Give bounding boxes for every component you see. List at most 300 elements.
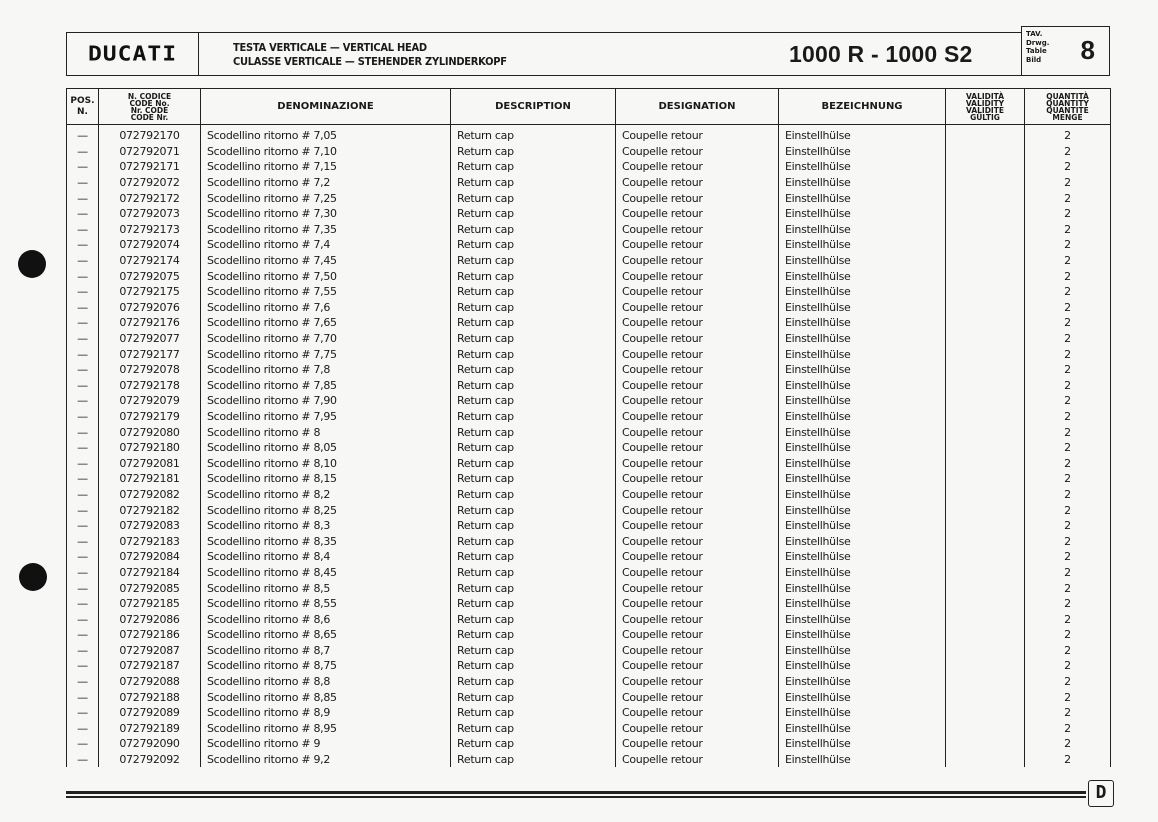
validity-cell bbox=[946, 125, 1025, 144]
pos-cell: — bbox=[67, 549, 99, 565]
validity-cell bbox=[946, 159, 1025, 175]
validity-cell bbox=[946, 362, 1025, 378]
table-body bbox=[67, 125, 1111, 768]
bezeichnung-cell: Einstellhülse bbox=[779, 627, 946, 643]
table-number-box bbox=[1021, 26, 1110, 76]
denominazione-cell: Scodellino ritorno # 8,10 bbox=[201, 455, 451, 471]
designation-cell: Coupelle retour bbox=[616, 643, 779, 659]
description-cell: Return cap bbox=[451, 643, 616, 659]
table-row bbox=[67, 175, 1111, 191]
code-cell: 072792078 bbox=[99, 362, 201, 378]
quantity-cell: 2 bbox=[1025, 627, 1111, 643]
quantity-cell: 2 bbox=[1025, 533, 1111, 549]
brand-logo-box bbox=[66, 32, 199, 76]
binder-hole bbox=[18, 250, 46, 278]
designation-cell: Coupelle retour bbox=[616, 424, 779, 440]
bezeichnung-cell: Einstellhülse bbox=[779, 190, 946, 206]
code-cell: 072792182 bbox=[99, 502, 201, 518]
bild-label: Bild bbox=[1026, 55, 1042, 64]
code-cell: 072792075 bbox=[99, 268, 201, 284]
validity-cell bbox=[946, 144, 1025, 160]
quantity-cell: 2 bbox=[1025, 284, 1111, 300]
table-row bbox=[67, 378, 1111, 394]
designation-cell: Coupelle retour bbox=[616, 144, 779, 160]
quantity-cell: 2 bbox=[1025, 596, 1111, 612]
denominazione-cell: Scodellino ritorno # 7,15 bbox=[201, 159, 451, 175]
bezeichnung-cell: Einstellhülse bbox=[779, 487, 946, 503]
designation-cell: Coupelle retour bbox=[616, 611, 779, 627]
designation-cell: Coupelle retour bbox=[616, 159, 779, 175]
validity-cell bbox=[946, 565, 1025, 581]
table-row bbox=[67, 424, 1111, 440]
validity-cell bbox=[946, 580, 1025, 596]
denominazione-cell: Scodellino ritorno # 8,25 bbox=[201, 502, 451, 518]
quantity-cell: 2 bbox=[1025, 674, 1111, 690]
designation-cell: Coupelle retour bbox=[616, 346, 779, 362]
pos-cell: — bbox=[67, 190, 99, 206]
table-row bbox=[67, 565, 1111, 581]
code-cell: 072792083 bbox=[99, 518, 201, 534]
code-cell: 072792080 bbox=[99, 424, 201, 440]
col-header-description: DESCRIPTION bbox=[451, 89, 616, 125]
validity-cell bbox=[946, 253, 1025, 269]
description-cell: Return cap bbox=[451, 487, 616, 503]
code-cell: 072792186 bbox=[99, 627, 201, 643]
table-header-row bbox=[67, 89, 1111, 125]
validity-cell bbox=[946, 643, 1025, 659]
designation-cell: Coupelle retour bbox=[616, 300, 779, 316]
denominazione-cell: Scodellino ritorno # 7,75 bbox=[201, 346, 451, 362]
page-title-line-1: TESTA VERTICALE — VERTICAL HEAD bbox=[233, 41, 427, 54]
code-cell: 072792082 bbox=[99, 487, 201, 503]
quantity-cell: 2 bbox=[1025, 300, 1111, 316]
bezeichnung-cell: Einstellhülse bbox=[779, 300, 946, 316]
description-cell: Return cap bbox=[451, 331, 616, 347]
pos-cell: — bbox=[67, 409, 99, 425]
pos-cell: — bbox=[67, 752, 99, 768]
table-row bbox=[67, 549, 1111, 565]
pos-cell: — bbox=[67, 533, 99, 549]
denominazione-cell: Scodellino ritorno # 8,75 bbox=[201, 658, 451, 674]
code-cell: 072792183 bbox=[99, 533, 201, 549]
quantity-cell: 2 bbox=[1025, 378, 1111, 394]
code-cell: 072792074 bbox=[99, 237, 201, 253]
bezeichnung-cell: Einstellhülse bbox=[779, 549, 946, 565]
validity-cell bbox=[946, 549, 1025, 565]
denominazione-cell: Scodellino ritorno # 8,05 bbox=[201, 440, 451, 456]
validity-cell bbox=[946, 424, 1025, 440]
description-cell: Return cap bbox=[451, 674, 616, 690]
pos-cell: — bbox=[67, 471, 99, 487]
table-row bbox=[67, 596, 1111, 612]
pos-cell: — bbox=[67, 627, 99, 643]
designation-cell: Coupelle retour bbox=[616, 253, 779, 269]
code-cell: 072792172 bbox=[99, 190, 201, 206]
validity-cell bbox=[946, 596, 1025, 612]
bezeichnung-cell: Einstellhülse bbox=[779, 424, 946, 440]
validity-cell bbox=[946, 175, 1025, 191]
description-cell: Return cap bbox=[451, 300, 616, 316]
table-row bbox=[67, 253, 1111, 269]
code-cell: 072792176 bbox=[99, 315, 201, 331]
denominazione-cell: Scodellino ritorno # 7,4 bbox=[201, 237, 451, 253]
validity-cell bbox=[946, 455, 1025, 471]
table-row bbox=[67, 487, 1111, 503]
designation-cell: Coupelle retour bbox=[616, 565, 779, 581]
quantity-cell: 2 bbox=[1025, 736, 1111, 752]
description-cell: Return cap bbox=[451, 705, 616, 721]
quantity-cell: 2 bbox=[1025, 424, 1111, 440]
denominazione-cell: Scodellino ritorno # 7,05 bbox=[201, 125, 451, 144]
description-cell: Return cap bbox=[451, 689, 616, 705]
col-header-validity bbox=[946, 89, 1025, 125]
bezeichnung-cell: Einstellhülse bbox=[779, 440, 946, 456]
validity-cell bbox=[946, 190, 1025, 206]
table-row bbox=[67, 315, 1111, 331]
table-row bbox=[67, 362, 1111, 378]
bezeichnung-cell: Einstellhülse bbox=[779, 752, 946, 768]
validity-cell bbox=[946, 393, 1025, 409]
code-cell: 072792170 bbox=[99, 125, 201, 144]
description-cell: Return cap bbox=[451, 315, 616, 331]
code-cell: 072792077 bbox=[99, 331, 201, 347]
denominazione-cell: Scodellino ritorno # 7,55 bbox=[201, 284, 451, 300]
pos-cell: — bbox=[67, 674, 99, 690]
table-row bbox=[67, 331, 1111, 347]
table-row bbox=[67, 752, 1111, 768]
pos-cell: — bbox=[67, 237, 99, 253]
description-cell: Return cap bbox=[451, 206, 616, 222]
validity-cell bbox=[946, 487, 1025, 503]
code-cell: 072792171 bbox=[99, 159, 201, 175]
denominazione-cell: Scodellino ritorno # 7,10 bbox=[201, 144, 451, 160]
description-cell: Return cap bbox=[451, 190, 616, 206]
header-text: QUANTITE bbox=[1046, 105, 1089, 115]
description-cell: Return cap bbox=[451, 752, 616, 768]
designation-cell: Coupelle retour bbox=[616, 393, 779, 409]
code-cell: 072792184 bbox=[99, 565, 201, 581]
pos-cell: — bbox=[67, 300, 99, 316]
pos-cell: — bbox=[67, 643, 99, 659]
description-cell: Return cap bbox=[451, 596, 616, 612]
designation-cell: Coupelle retour bbox=[616, 175, 779, 191]
designation-cell: Coupelle retour bbox=[616, 549, 779, 565]
table-row bbox=[67, 144, 1111, 160]
code-cell: 072792174 bbox=[99, 253, 201, 269]
table-row bbox=[67, 125, 1111, 144]
pos-cell: — bbox=[67, 440, 99, 456]
bezeichnung-cell: Einstellhülse bbox=[779, 378, 946, 394]
denominazione-cell: Scodellino ritorno # 7,85 bbox=[201, 378, 451, 394]
description-cell: Return cap bbox=[451, 518, 616, 534]
code-cell: 072792185 bbox=[99, 596, 201, 612]
bezeichnung-cell: Einstellhülse bbox=[779, 502, 946, 518]
pos-cell: — bbox=[67, 362, 99, 378]
bezeichnung-cell: Einstellhülse bbox=[779, 284, 946, 300]
designation-cell: Coupelle retour bbox=[616, 125, 779, 144]
description-cell: Return cap bbox=[451, 144, 616, 160]
description-cell: Return cap bbox=[451, 125, 616, 144]
validity-cell bbox=[946, 237, 1025, 253]
quantity-cell: 2 bbox=[1025, 721, 1111, 737]
validity-cell bbox=[946, 721, 1025, 737]
parts-table bbox=[66, 88, 1111, 767]
description-cell: Return cap bbox=[451, 440, 616, 456]
header-text: GÜLTIG bbox=[970, 112, 1000, 122]
pos-cell: — bbox=[67, 611, 99, 627]
quantity-cell: 2 bbox=[1025, 565, 1111, 581]
code-cell: 072792071 bbox=[99, 144, 201, 160]
denominazione-cell: Scodellino ritorno # 7,70 bbox=[201, 331, 451, 347]
pos-cell: — bbox=[67, 315, 99, 331]
designation-cell: Coupelle retour bbox=[616, 689, 779, 705]
description-cell: Return cap bbox=[451, 222, 616, 238]
validity-cell bbox=[946, 502, 1025, 518]
code-cell: 072792175 bbox=[99, 284, 201, 300]
page-header bbox=[66, 32, 1110, 76]
footer-ducati-logo-icon: D bbox=[1088, 780, 1114, 807]
table-row bbox=[67, 346, 1111, 362]
table-row bbox=[67, 533, 1111, 549]
denominazione-cell: Scodellino ritorno # 8,15 bbox=[201, 471, 451, 487]
table-row bbox=[67, 502, 1111, 518]
description-cell: Return cap bbox=[451, 393, 616, 409]
designation-cell: Coupelle retour bbox=[616, 378, 779, 394]
denominazione-cell: Scodellino ritorno # 8,45 bbox=[201, 565, 451, 581]
bezeichnung-cell: Einstellhülse bbox=[779, 331, 946, 347]
pos-cell: — bbox=[67, 565, 99, 581]
bezeichnung-cell: Einstellhülse bbox=[779, 393, 946, 409]
table-number: 8 bbox=[1080, 35, 1095, 65]
denominazione-cell: Scodellino ritorno # 8,5 bbox=[201, 580, 451, 596]
bezeichnung-cell: Einstellhülse bbox=[779, 253, 946, 269]
quantity-cell: 2 bbox=[1025, 268, 1111, 284]
validity-cell bbox=[946, 533, 1025, 549]
quantity-cell: 2 bbox=[1025, 549, 1111, 565]
bezeichnung-cell: Einstellhülse bbox=[779, 611, 946, 627]
table-row bbox=[67, 611, 1111, 627]
col-header-quantity bbox=[1025, 89, 1111, 125]
header-text: VALIDITÀ bbox=[965, 91, 1005, 101]
denominazione-cell: Scodellino ritorno # 7,35 bbox=[201, 222, 451, 238]
code-cell: 072792181 bbox=[99, 471, 201, 487]
code-cell: 072792081 bbox=[99, 455, 201, 471]
code-cell: 072792088 bbox=[99, 674, 201, 690]
quantity-cell: 2 bbox=[1025, 658, 1111, 674]
table-row bbox=[67, 268, 1111, 284]
bezeichnung-cell: Einstellhülse bbox=[779, 409, 946, 425]
title-box bbox=[199, 32, 1021, 76]
validity-cell bbox=[946, 409, 1025, 425]
bezeichnung-cell: Einstellhülse bbox=[779, 268, 946, 284]
bezeichnung-cell: Einstellhülse bbox=[779, 643, 946, 659]
header-text: VALIDITY bbox=[965, 98, 1005, 108]
header-text: MENGE bbox=[1052, 112, 1083, 122]
denominazione-cell: Scodellino ritorno # 8,2 bbox=[201, 487, 451, 503]
designation-cell: Coupelle retour bbox=[616, 627, 779, 643]
description-cell: Return cap bbox=[451, 565, 616, 581]
denominazione-cell: Scodellino ritorno # 8,6 bbox=[201, 611, 451, 627]
designation-cell: Coupelle retour bbox=[616, 736, 779, 752]
table-row bbox=[67, 300, 1111, 316]
quantity-cell: 2 bbox=[1025, 222, 1111, 238]
code-cell: 072792090 bbox=[99, 736, 201, 752]
quantity-cell: 2 bbox=[1025, 315, 1111, 331]
validity-cell bbox=[946, 346, 1025, 362]
code-cell: 072792187 bbox=[99, 658, 201, 674]
denominazione-cell: Scodellino ritorno # 8,8 bbox=[201, 674, 451, 690]
denominazione-cell: Scodellino ritorno # 8 bbox=[201, 424, 451, 440]
code-cell: 072792179 bbox=[99, 409, 201, 425]
header-text: CODE No. bbox=[129, 98, 170, 108]
pos-cell: — bbox=[67, 689, 99, 705]
description-cell: Return cap bbox=[451, 549, 616, 565]
table-row bbox=[67, 580, 1111, 596]
header-text: N. CODICE bbox=[127, 91, 172, 101]
bezeichnung-cell: Einstellhülse bbox=[779, 518, 946, 534]
code-cell: 072792076 bbox=[99, 300, 201, 316]
validity-cell bbox=[946, 736, 1025, 752]
validity-cell bbox=[946, 206, 1025, 222]
description-cell: Return cap bbox=[451, 611, 616, 627]
quantity-cell: 2 bbox=[1025, 125, 1111, 144]
page-title-line-2: CULASSE VERTICALE — STEHENDER ZYLINDERKOPF bbox=[233, 55, 507, 68]
quantity-cell: 2 bbox=[1025, 689, 1111, 705]
designation-cell: Coupelle retour bbox=[616, 518, 779, 534]
table-label: Table bbox=[1026, 47, 1047, 55]
description-cell: Return cap bbox=[451, 378, 616, 394]
bezeichnung-cell: Einstellhülse bbox=[779, 705, 946, 721]
denominazione-cell: Scodellino ritorno # 8,95 bbox=[201, 721, 451, 737]
validity-cell bbox=[946, 300, 1025, 316]
validity-cell bbox=[946, 471, 1025, 487]
denominazione-cell: Scodellino ritorno # 9,2 bbox=[201, 752, 451, 768]
denominazione-cell: Scodellino ritorno # 7,90 bbox=[201, 393, 451, 409]
col-header-pos bbox=[67, 89, 99, 125]
code-cell: 072792084 bbox=[99, 549, 201, 565]
denominazione-cell: Scodellino ritorno # 8,85 bbox=[201, 689, 451, 705]
validity-cell bbox=[946, 440, 1025, 456]
quantity-cell: 2 bbox=[1025, 580, 1111, 596]
designation-cell: Coupelle retour bbox=[616, 362, 779, 378]
description-cell: Return cap bbox=[451, 253, 616, 269]
code-cell: 072792177 bbox=[99, 346, 201, 362]
bezeichnung-cell: Einstellhülse bbox=[779, 175, 946, 191]
table-number-labels bbox=[1026, 30, 1049, 64]
col-header-designation: DESIGNATION bbox=[616, 89, 779, 125]
table-row bbox=[67, 206, 1111, 222]
quantity-cell: 2 bbox=[1025, 159, 1111, 175]
code-cell: 072792173 bbox=[99, 222, 201, 238]
quantity-cell: 2 bbox=[1025, 611, 1111, 627]
validity-cell bbox=[946, 315, 1025, 331]
table-row bbox=[67, 455, 1111, 471]
denominazione-cell: Scodellino ritorno # 7,45 bbox=[201, 253, 451, 269]
header-text: N. bbox=[77, 106, 88, 117]
description-cell: Return cap bbox=[451, 736, 616, 752]
description-cell: Return cap bbox=[451, 159, 616, 175]
designation-cell: Coupelle retour bbox=[616, 721, 779, 737]
designation-cell: Coupelle retour bbox=[616, 315, 779, 331]
table-row bbox=[67, 721, 1111, 737]
designation-cell: Coupelle retour bbox=[616, 533, 779, 549]
bezeichnung-cell: Einstellhülse bbox=[779, 206, 946, 222]
table-row bbox=[67, 222, 1111, 238]
quantity-cell: 2 bbox=[1025, 471, 1111, 487]
quantity-cell: 2 bbox=[1025, 346, 1111, 362]
bezeichnung-cell: Einstellhülse bbox=[779, 596, 946, 612]
bezeichnung-cell: Einstellhülse bbox=[779, 689, 946, 705]
bezeichnung-cell: Einstellhülse bbox=[779, 125, 946, 144]
description-cell: Return cap bbox=[451, 424, 616, 440]
description-cell: Return cap bbox=[451, 502, 616, 518]
quantity-cell: 2 bbox=[1025, 331, 1111, 347]
denominazione-cell: Scodellino ritorno # 8,7 bbox=[201, 643, 451, 659]
code-cell: 072792188 bbox=[99, 689, 201, 705]
bezeichnung-cell: Einstellhülse bbox=[779, 736, 946, 752]
header-text: QUANTITÀ bbox=[1046, 91, 1089, 101]
code-cell: 072792180 bbox=[99, 440, 201, 456]
pos-cell: — bbox=[67, 721, 99, 737]
pos-cell: — bbox=[67, 159, 99, 175]
designation-cell: Coupelle retour bbox=[616, 331, 779, 347]
designation-cell: Coupelle retour bbox=[616, 268, 779, 284]
pos-cell: — bbox=[67, 424, 99, 440]
code-cell: 072792085 bbox=[99, 580, 201, 596]
table-row bbox=[67, 643, 1111, 659]
pos-cell: — bbox=[67, 175, 99, 191]
description-cell: Return cap bbox=[451, 627, 616, 643]
description-cell: Return cap bbox=[451, 580, 616, 596]
description-cell: Return cap bbox=[451, 658, 616, 674]
validity-cell bbox=[946, 705, 1025, 721]
description-cell: Return cap bbox=[451, 362, 616, 378]
table-row bbox=[67, 658, 1111, 674]
footer-rule bbox=[66, 796, 1086, 798]
denominazione-cell: Scodellino ritorno # 7,2 bbox=[201, 175, 451, 191]
bezeichnung-cell: Einstellhülse bbox=[779, 580, 946, 596]
designation-cell: Coupelle retour bbox=[616, 596, 779, 612]
validity-cell bbox=[946, 284, 1025, 300]
denominazione-cell: Scodellino ritorno # 7,65 bbox=[201, 315, 451, 331]
quantity-cell: 2 bbox=[1025, 455, 1111, 471]
validity-cell bbox=[946, 689, 1025, 705]
quantity-cell: 2 bbox=[1025, 705, 1111, 721]
table-row bbox=[67, 409, 1111, 425]
ducati-logo: DUCATI bbox=[87, 42, 178, 66]
description-cell: Return cap bbox=[451, 455, 616, 471]
table-row bbox=[67, 627, 1111, 643]
denominazione-cell: Scodellino ritorno # 8,9 bbox=[201, 705, 451, 721]
pos-cell: — bbox=[67, 580, 99, 596]
designation-cell: Coupelle retour bbox=[616, 222, 779, 238]
pos-cell: — bbox=[67, 487, 99, 503]
denominazione-cell: Scodellino ritorno # 7,50 bbox=[201, 268, 451, 284]
model-name: 1000 R - 1000 S2 bbox=[789, 41, 973, 67]
code-cell: 072792072 bbox=[99, 175, 201, 191]
quantity-cell: 2 bbox=[1025, 362, 1111, 378]
pos-cell: — bbox=[67, 705, 99, 721]
denominazione-cell: Scodellino ritorno # 8,55 bbox=[201, 596, 451, 612]
pos-cell: — bbox=[67, 502, 99, 518]
footer-rule bbox=[66, 791, 1086, 794]
table-row bbox=[67, 736, 1111, 752]
bezeichnung-cell: Einstellhülse bbox=[779, 721, 946, 737]
table-row bbox=[67, 440, 1111, 456]
code-cell: 072792092 bbox=[99, 752, 201, 768]
designation-cell: Coupelle retour bbox=[616, 409, 779, 425]
designation-cell: Coupelle retour bbox=[616, 455, 779, 471]
